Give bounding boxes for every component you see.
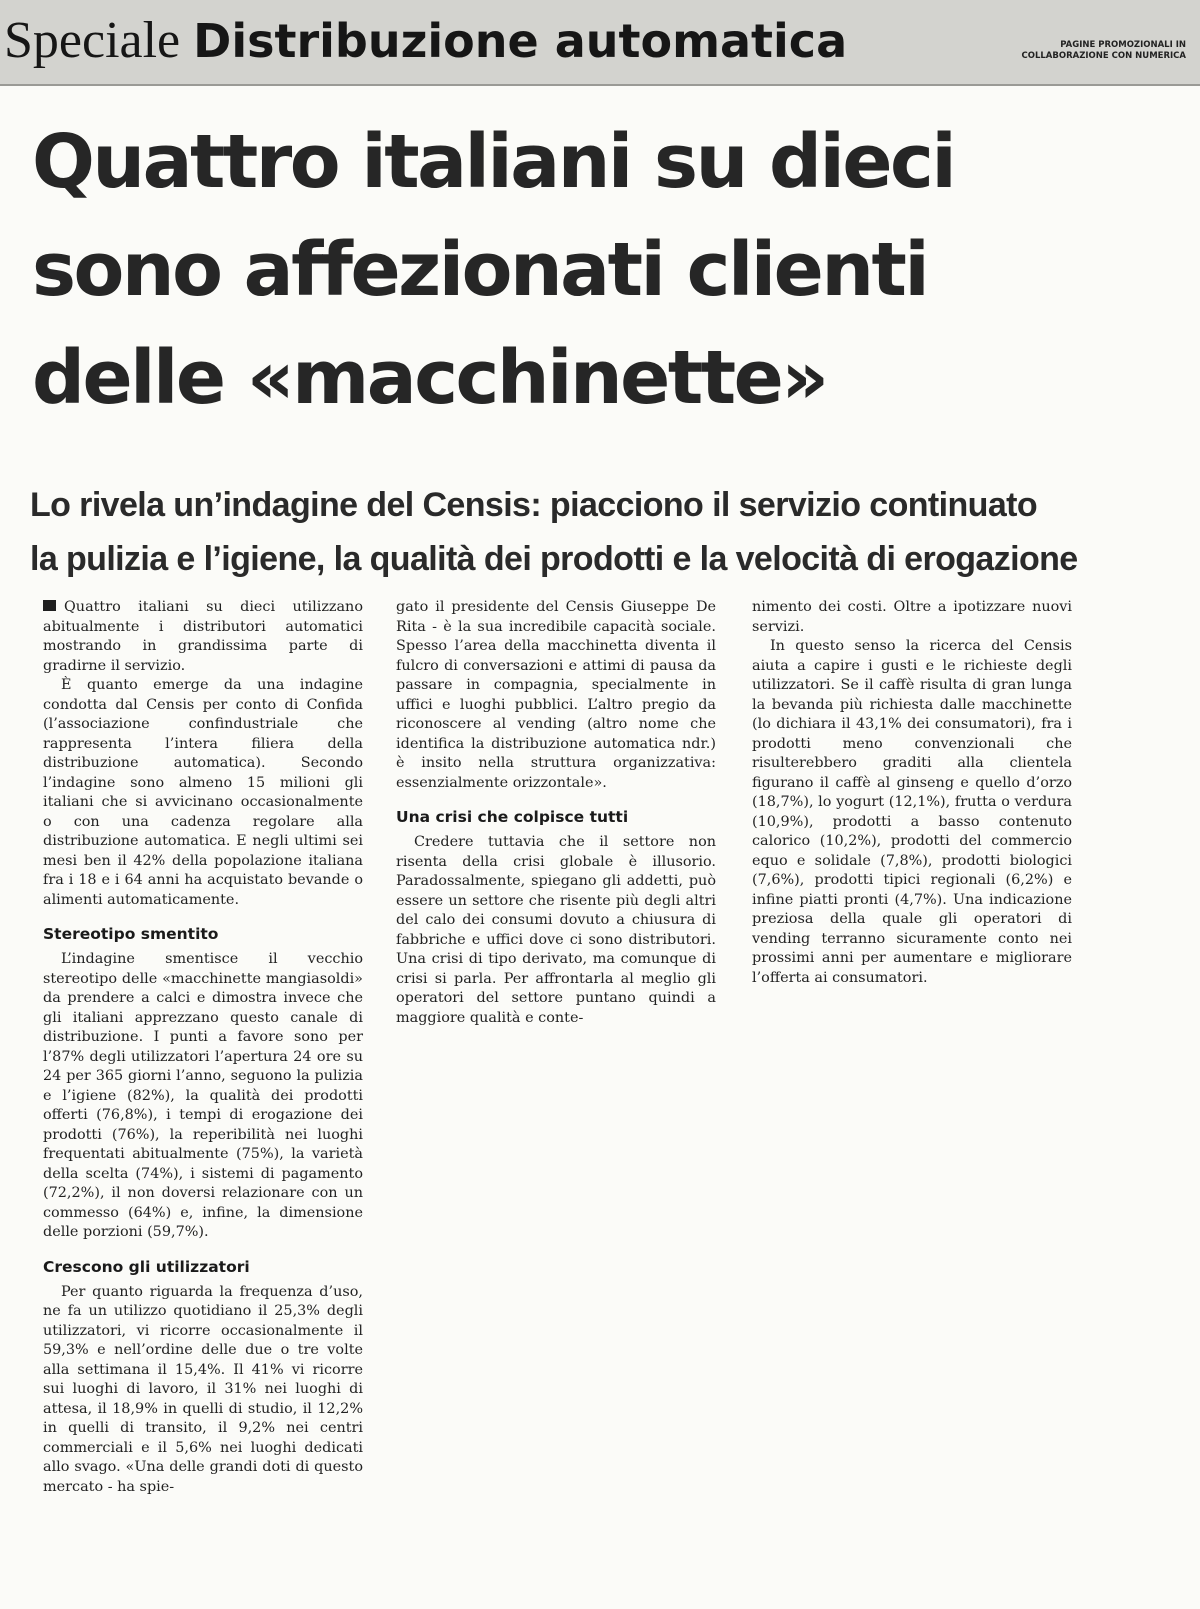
paragraph: È quanto emerge da una indagine condotta dal Censis per conto di Confida (l’associazione confindustriale che rappresenta l’intera filiera della distribuzione automatica). Secondo l’indagine sono almeno 15 milioni gli italiani che si avvicinano occasionalmente o con una cadenza regolare alla distribuzione automatica. E negli ultimi sei mesi ben il 42% della popolazione italiana fra i 18 e i 64 anni ha acquistato bevande o alimenti automaticamente. bbox=[43, 677, 363, 908]
article-column-2 bbox=[396, 598, 716, 1028]
headline-line-3: delle «macchinette» bbox=[32, 335, 827, 421]
article-column-3 bbox=[752, 598, 1072, 988]
paragraph: gato il presidente del Censis Giuseppe De Rita - è la sua incredibile capacità sociale. Spesso l’area della macchinetta diventa il fulcro di conversazioni e attimi di pausa da passare in compagnia, specialmente in uffici e luoghi pubblici. L’altro pregio da riconoscere al vending (altro nome che identifica la distribuzione automatica ndr.) è insito nella struttura organizzativa: essenzialmente orizzontale». bbox=[396, 599, 716, 791]
section-heading: Stereotipo smentito bbox=[43, 925, 219, 943]
article-column-1 bbox=[43, 598, 363, 1497]
section-prefix: Speciale bbox=[4, 12, 181, 69]
promo-note: PAGINE PROMOZIONALI IN COLLABORAZIONE CON NUMERICA bbox=[1021, 40, 1186, 61]
paragraph bbox=[43, 598, 363, 676]
paragraph-text: Quattro italiani su dieci utilizzano abitualmente i distributori automatici mostrando in grandissima parte di gradirne il servizio. bbox=[43, 599, 363, 674]
lead-square-icon bbox=[43, 600, 56, 611]
headline-line-1: Quattro italiani su dieci bbox=[32, 119, 955, 205]
article-headline bbox=[32, 108, 1172, 432]
paragraph: Credere tuttavia che il settore non risenta della crisi globale è illusorio. Paradossalmente, spiegano gli addetti, può essere un settore che risente più degli altri del calo dei consumi dovuto a chiusura di fabbriche e uffici dove ci sono distributori. Una crisi di tipo derivato, ma comunque di crisi si parla. Per affrontarla al meglio gli operatori del settore puntano quindi a maggiore qualità e conte- bbox=[396, 834, 716, 1026]
section-banner bbox=[0, 0, 1200, 86]
paragraph: L’indagine smentisce il vecchio stereotipo delle «macchinette mangiasoldi» da prendere a calci e dimostra invece che gli italiani apprezzano questo canale di distribuzione. I punti a favore sono per l’87% degli utilizzatori l’apertura 24 ore su 24 per 365 giorni l’anno, seguono la pulizia e l’igiene (82%), la qualità dei prodotti offerti (76,8%), i tempi di erogazione dei prodotti (76%), la reperibilità nei luoghi frequentati abitualmente (75%), la varietà della scelta (74%), i sistemi di pagamento (72,2%), il non doversi relazionare con un commesso (64%) e, infine, la dimensione delle porzioni (59,7%). bbox=[43, 951, 363, 1240]
section-heading: Una crisi che colpisce tutti bbox=[396, 808, 629, 826]
section-name: Distribuzione automatica bbox=[193, 14, 848, 68]
paragraph: In questo senso la ricerca del Censis aiuta a capire i gusti e le richieste degli utilizzatori. Se il caffè risulta di gran lunga la bevanda più richiesta dalle macchinette (lo dichiara il 43,1% dei consumatori), fra i prodotti meno convenzionali che risulterebbero graditi alla clientela figurano il caffè al ginseng e quello d’orzo (18,7%), lo yogurt (12,1%), frutta o verdura (10,9%), prodotti a basso contenuto calorico (10,2%), prodotti del commercio equo e solidale (7,8%), prodotti biologici (7,6%), prodotti tipici regionali (6,2%) e infine piatti pronti (4,7%). Una indicazione preziosa della quale gli operatori di vending terranno sicuramente conto nei prossimi anni per aumentare e migliorare l’offerta ai consumatori. bbox=[752, 638, 1072, 986]
section-title bbox=[4, 6, 847, 76]
subheadline-line-2: la pulizia e l’igiene, la qualità dei prodotti e la velocità di erogazione bbox=[30, 540, 1078, 578]
paragraph: Per quanto riguarda la frequenza d’uso, ne fa un utilizzo quotidiano il 25,3% degli utilizzatori, vi ricorre occasionalmente il 59,3% e nell’ordine delle due o tre volte alla settimana il 15,4%. Il 41% vi ricorre sui luoghi di lavoro, il 31% nei luoghi di attesa, il 18,9% in quelli di studio, il 12,2% in quelli di transito, il 9,2% nei centri commerciali e il 5,6% nei luoghi dedicati allo svago. «Una delle grandi doti di questo mercato - ha spie- bbox=[43, 1283, 363, 1495]
article-subheadline bbox=[30, 478, 1180, 586]
subheadline-line-1: Lo rivela un’indagine del Censis: piacciono il servizio continuato bbox=[30, 486, 1038, 524]
paragraph: nimento dei costi. Oltre a ipotizzare nuovi servizi. bbox=[752, 599, 1072, 635]
headline-line-2: sono affezionati clienti bbox=[32, 227, 928, 313]
section-heading: Crescono gli utilizzatori bbox=[43, 1257, 250, 1276]
